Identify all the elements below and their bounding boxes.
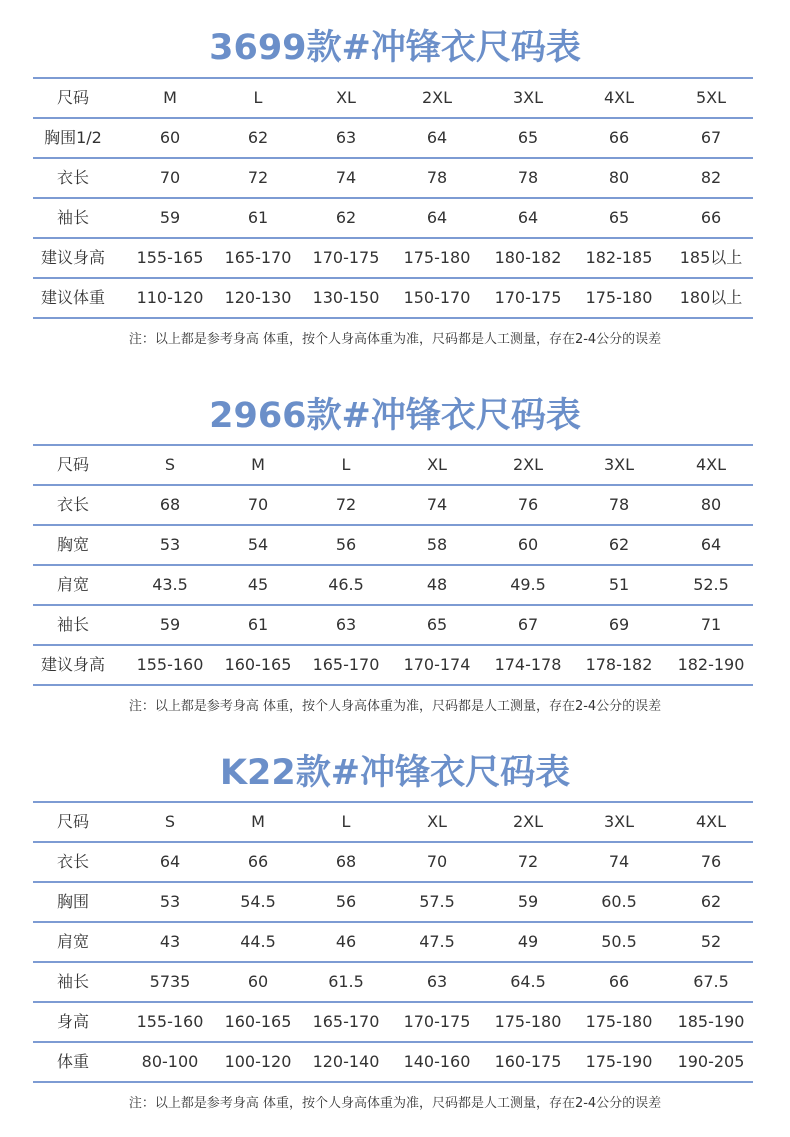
table-cell: 155-165 bbox=[136, 248, 204, 267]
header-cell: 2XL bbox=[512, 812, 544, 831]
row-label-cell: 体重 bbox=[56, 1052, 89, 1071]
table-cell: 69 bbox=[608, 615, 630, 634]
table-cell: 46.5 bbox=[328, 575, 364, 594]
row-label-cell: 胸围1/2 bbox=[44, 128, 102, 147]
table-cell: 63 bbox=[335, 615, 357, 634]
header-cell: 4XL bbox=[695, 812, 727, 831]
table-cell: 175-190 bbox=[585, 1052, 653, 1071]
table-cell: 175-180 bbox=[494, 1012, 562, 1031]
table-cell: 74 bbox=[426, 495, 448, 514]
header-cell: M bbox=[251, 812, 265, 831]
table-cell: 64 bbox=[426, 208, 448, 227]
table-cell: 78 bbox=[608, 495, 630, 514]
table-cell: 80 bbox=[700, 495, 722, 514]
table-cell: 80 bbox=[608, 168, 630, 187]
row-label-cell: 肩宽 bbox=[56, 575, 89, 594]
header-cell: S bbox=[164, 812, 176, 831]
table-cell: 60 bbox=[247, 972, 269, 991]
table-cell: 130-150 bbox=[312, 288, 380, 307]
table-row bbox=[33, 118, 753, 158]
table-cell: 165-170 bbox=[312, 655, 380, 674]
table-cell: 180-182 bbox=[494, 248, 562, 267]
header-cell: 4XL bbox=[695, 455, 727, 474]
table-header-row bbox=[33, 78, 753, 118]
row-label-cell: 胸围 bbox=[56, 892, 89, 911]
header-cell: 3XL bbox=[512, 88, 544, 107]
table-cell: 63 bbox=[335, 128, 357, 147]
table-cell: 67 bbox=[700, 128, 722, 147]
table-cell: 185以上 bbox=[679, 248, 743, 267]
table-cell: 50.5 bbox=[601, 932, 637, 951]
table-cell: 63 bbox=[426, 972, 448, 991]
table-cell: 62 bbox=[700, 892, 722, 911]
table-cell: 62 bbox=[608, 535, 630, 554]
table-row bbox=[33, 485, 753, 525]
header-cell: XL bbox=[427, 812, 447, 831]
row-label-cell: 肩宽 bbox=[56, 932, 89, 951]
table-cell: 64 bbox=[426, 128, 448, 147]
table-rule bbox=[33, 1081, 753, 1083]
table-cell: 174-178 bbox=[494, 655, 562, 674]
table-cell: 100-120 bbox=[224, 1052, 292, 1071]
table-cell: 74 bbox=[335, 168, 357, 187]
table-cell: 48 bbox=[426, 575, 448, 594]
table-cell: 72 bbox=[517, 852, 539, 871]
table-cell: 180以上 bbox=[679, 288, 743, 307]
header-cell: S bbox=[164, 455, 176, 474]
table-cell: 170-175 bbox=[312, 248, 380, 267]
table-cell: 64.5 bbox=[510, 972, 546, 991]
table-cell: 65 bbox=[517, 128, 539, 147]
table-cell: 56 bbox=[335, 892, 357, 911]
table-cell: 43.5 bbox=[152, 575, 188, 594]
table-cell: 175-180 bbox=[403, 248, 471, 267]
table-note: 注：以上都是参考身高 体重，按个人身高体重为准，尺码都是人工测量，存在2-4公分的误差 bbox=[128, 332, 662, 347]
table-cell: 120-140 bbox=[312, 1052, 380, 1071]
table-cell: 71 bbox=[700, 615, 722, 634]
row-label-cell: 袖长 bbox=[56, 615, 89, 634]
table-cell: 49 bbox=[517, 932, 539, 951]
table-row bbox=[33, 238, 753, 278]
row-label-cell: 袖长 bbox=[56, 208, 89, 227]
table-cell: 70 bbox=[247, 495, 269, 514]
header-cell: XL bbox=[427, 455, 447, 474]
header-cell: L bbox=[341, 812, 351, 831]
header-cell: L bbox=[253, 88, 263, 107]
table-cell: 72 bbox=[335, 495, 357, 514]
header-cell: M bbox=[251, 455, 265, 474]
row-label-cell: 建议身高 bbox=[40, 248, 105, 267]
table-cell: 64 bbox=[159, 852, 181, 871]
table-cell: 175-180 bbox=[585, 1012, 653, 1031]
table-cell: 61.5 bbox=[328, 972, 364, 991]
row-label-cell: 身高 bbox=[56, 1012, 89, 1031]
row-label-cell: 衣长 bbox=[56, 168, 89, 187]
table-cell: 45 bbox=[247, 575, 269, 594]
table-cell: 178-182 bbox=[585, 655, 653, 674]
table-cell: 62 bbox=[335, 208, 357, 227]
header-cell: 尺码 bbox=[56, 812, 89, 831]
table-cell: 52 bbox=[700, 932, 722, 951]
table-cell: 70 bbox=[426, 852, 448, 871]
header-cell: 尺码 bbox=[56, 455, 89, 474]
table-row bbox=[33, 278, 753, 318]
table-cell: 160-165 bbox=[224, 1012, 292, 1031]
table-cell: 47.5 bbox=[419, 932, 455, 951]
table-note: 注：以上都是参考身高 体重，按个人身高体重为准，尺码都是人工测量，存在2-4公分的误差 bbox=[128, 1096, 662, 1111]
header-cell: 2XL bbox=[421, 88, 453, 107]
table-row bbox=[33, 525, 753, 565]
table-cell: 58 bbox=[426, 535, 448, 554]
table-rule bbox=[33, 684, 753, 686]
table-cell: 74 bbox=[608, 852, 630, 871]
table-title: 3699款#冲锋衣尺码表 bbox=[209, 28, 581, 68]
table-cell: 67.5 bbox=[693, 972, 729, 991]
header-cell: 3XL bbox=[603, 455, 635, 474]
table-cell: 78 bbox=[426, 168, 448, 187]
table-row bbox=[33, 605, 753, 645]
table-cell: 68 bbox=[335, 852, 357, 871]
table-cell: 165-170 bbox=[224, 248, 292, 267]
table-cell: 170-175 bbox=[494, 288, 562, 307]
table-header-row bbox=[33, 445, 753, 485]
table-cell: 72 bbox=[247, 168, 269, 187]
table-cell: 49.5 bbox=[510, 575, 546, 594]
table-cell: 56 bbox=[335, 535, 357, 554]
table-cell: 53 bbox=[159, 892, 181, 911]
table-cell: 140-160 bbox=[403, 1052, 471, 1071]
table-cell: 54.5 bbox=[240, 892, 276, 911]
table-cell: 54 bbox=[247, 535, 269, 554]
table-cell: 155-160 bbox=[136, 1012, 204, 1031]
table-cell: 170-175 bbox=[403, 1012, 471, 1031]
table-cell: 150-170 bbox=[403, 288, 471, 307]
table-row bbox=[33, 565, 753, 605]
table-cell: 66 bbox=[608, 128, 630, 147]
table-cell: 76 bbox=[517, 495, 539, 514]
row-label-cell: 衣长 bbox=[56, 495, 89, 514]
header-cell: L bbox=[341, 455, 351, 474]
table-cell: 57.5 bbox=[419, 892, 455, 911]
table-cell: 65 bbox=[426, 615, 448, 634]
table-cell: 52.5 bbox=[693, 575, 729, 594]
header-cell: 3XL bbox=[603, 812, 635, 831]
table-rule bbox=[33, 317, 753, 319]
table-title: 2966款#冲锋衣尺码表 bbox=[209, 396, 581, 436]
table-cell: 68 bbox=[159, 495, 181, 514]
header-cell: 尺码 bbox=[56, 88, 89, 107]
table-cell: 60 bbox=[517, 535, 539, 554]
table-cell: 120-130 bbox=[224, 288, 292, 307]
table-cell: 70 bbox=[159, 168, 181, 187]
table-row bbox=[33, 842, 753, 882]
header-cell: M bbox=[163, 88, 177, 107]
table-title: K22款#冲锋衣尺码表 bbox=[219, 753, 571, 793]
table-cell: 51 bbox=[608, 575, 630, 594]
table-cell: 160-165 bbox=[224, 655, 292, 674]
row-label-cell: 胸宽 bbox=[56, 535, 89, 554]
table-row bbox=[33, 882, 753, 922]
table-cell: 59 bbox=[159, 615, 181, 634]
table-cell: 66 bbox=[247, 852, 269, 871]
table-cell: 182-190 bbox=[677, 655, 745, 674]
table-cell: 62 bbox=[247, 128, 269, 147]
table-cell: 80-100 bbox=[141, 1052, 199, 1071]
table-cell: 165-170 bbox=[312, 1012, 380, 1031]
table-cell: 66 bbox=[608, 972, 630, 991]
table-cell: 60 bbox=[159, 128, 181, 147]
table-row bbox=[33, 645, 753, 685]
table-cell: 59 bbox=[517, 892, 539, 911]
table-cell: 59 bbox=[159, 208, 181, 227]
row-label-cell: 建议身高 bbox=[40, 655, 105, 674]
table-cell: 61 bbox=[247, 615, 269, 634]
header-cell: 5XL bbox=[695, 88, 727, 107]
header-cell: XL bbox=[336, 88, 356, 107]
table-cell: 76 bbox=[700, 852, 722, 871]
table-row bbox=[33, 922, 753, 962]
row-label-cell: 衣长 bbox=[56, 852, 89, 871]
row-label-cell: 建议体重 bbox=[40, 288, 105, 307]
table-row bbox=[33, 158, 753, 198]
table-cell: 53 bbox=[159, 535, 181, 554]
table-cell: 44.5 bbox=[240, 932, 276, 951]
table-cell: 43 bbox=[159, 932, 181, 951]
table-cell: 65 bbox=[608, 208, 630, 227]
table-cell: 46 bbox=[335, 932, 357, 951]
table-cell: 78 bbox=[517, 168, 539, 187]
table-cell: 175-180 bbox=[585, 288, 653, 307]
table-cell: 64 bbox=[517, 208, 539, 227]
table-row bbox=[33, 1042, 753, 1082]
table-cell: 66 bbox=[700, 208, 722, 227]
table-cell: 5735 bbox=[149, 972, 191, 991]
header-cell: 4XL bbox=[603, 88, 635, 107]
table-row bbox=[33, 198, 753, 238]
table-row bbox=[33, 1002, 753, 1042]
table-cell: 61 bbox=[247, 208, 269, 227]
table-cell: 67 bbox=[517, 615, 539, 634]
table-cell: 190-205 bbox=[677, 1052, 745, 1071]
table-cell: 155-160 bbox=[136, 655, 204, 674]
table-cell: 182-185 bbox=[585, 248, 653, 267]
table-cell: 82 bbox=[700, 168, 722, 187]
table-cell: 110-120 bbox=[136, 288, 204, 307]
table-cell: 170-174 bbox=[403, 655, 471, 674]
table-cell: 160-175 bbox=[494, 1052, 562, 1071]
table-cell: 185-190 bbox=[677, 1012, 745, 1031]
table-header-row bbox=[33, 802, 753, 842]
header-cell: 2XL bbox=[512, 455, 544, 474]
table-cell: 64 bbox=[700, 535, 722, 554]
table-row bbox=[33, 962, 753, 1002]
table-note: 注：以上都是参考身高 体重，按个人身高体重为准，尺码都是人工测量，存在2-4公分的误差 bbox=[128, 699, 662, 714]
table-cell: 60.5 bbox=[601, 892, 637, 911]
row-label-cell: 袖长 bbox=[56, 972, 89, 991]
